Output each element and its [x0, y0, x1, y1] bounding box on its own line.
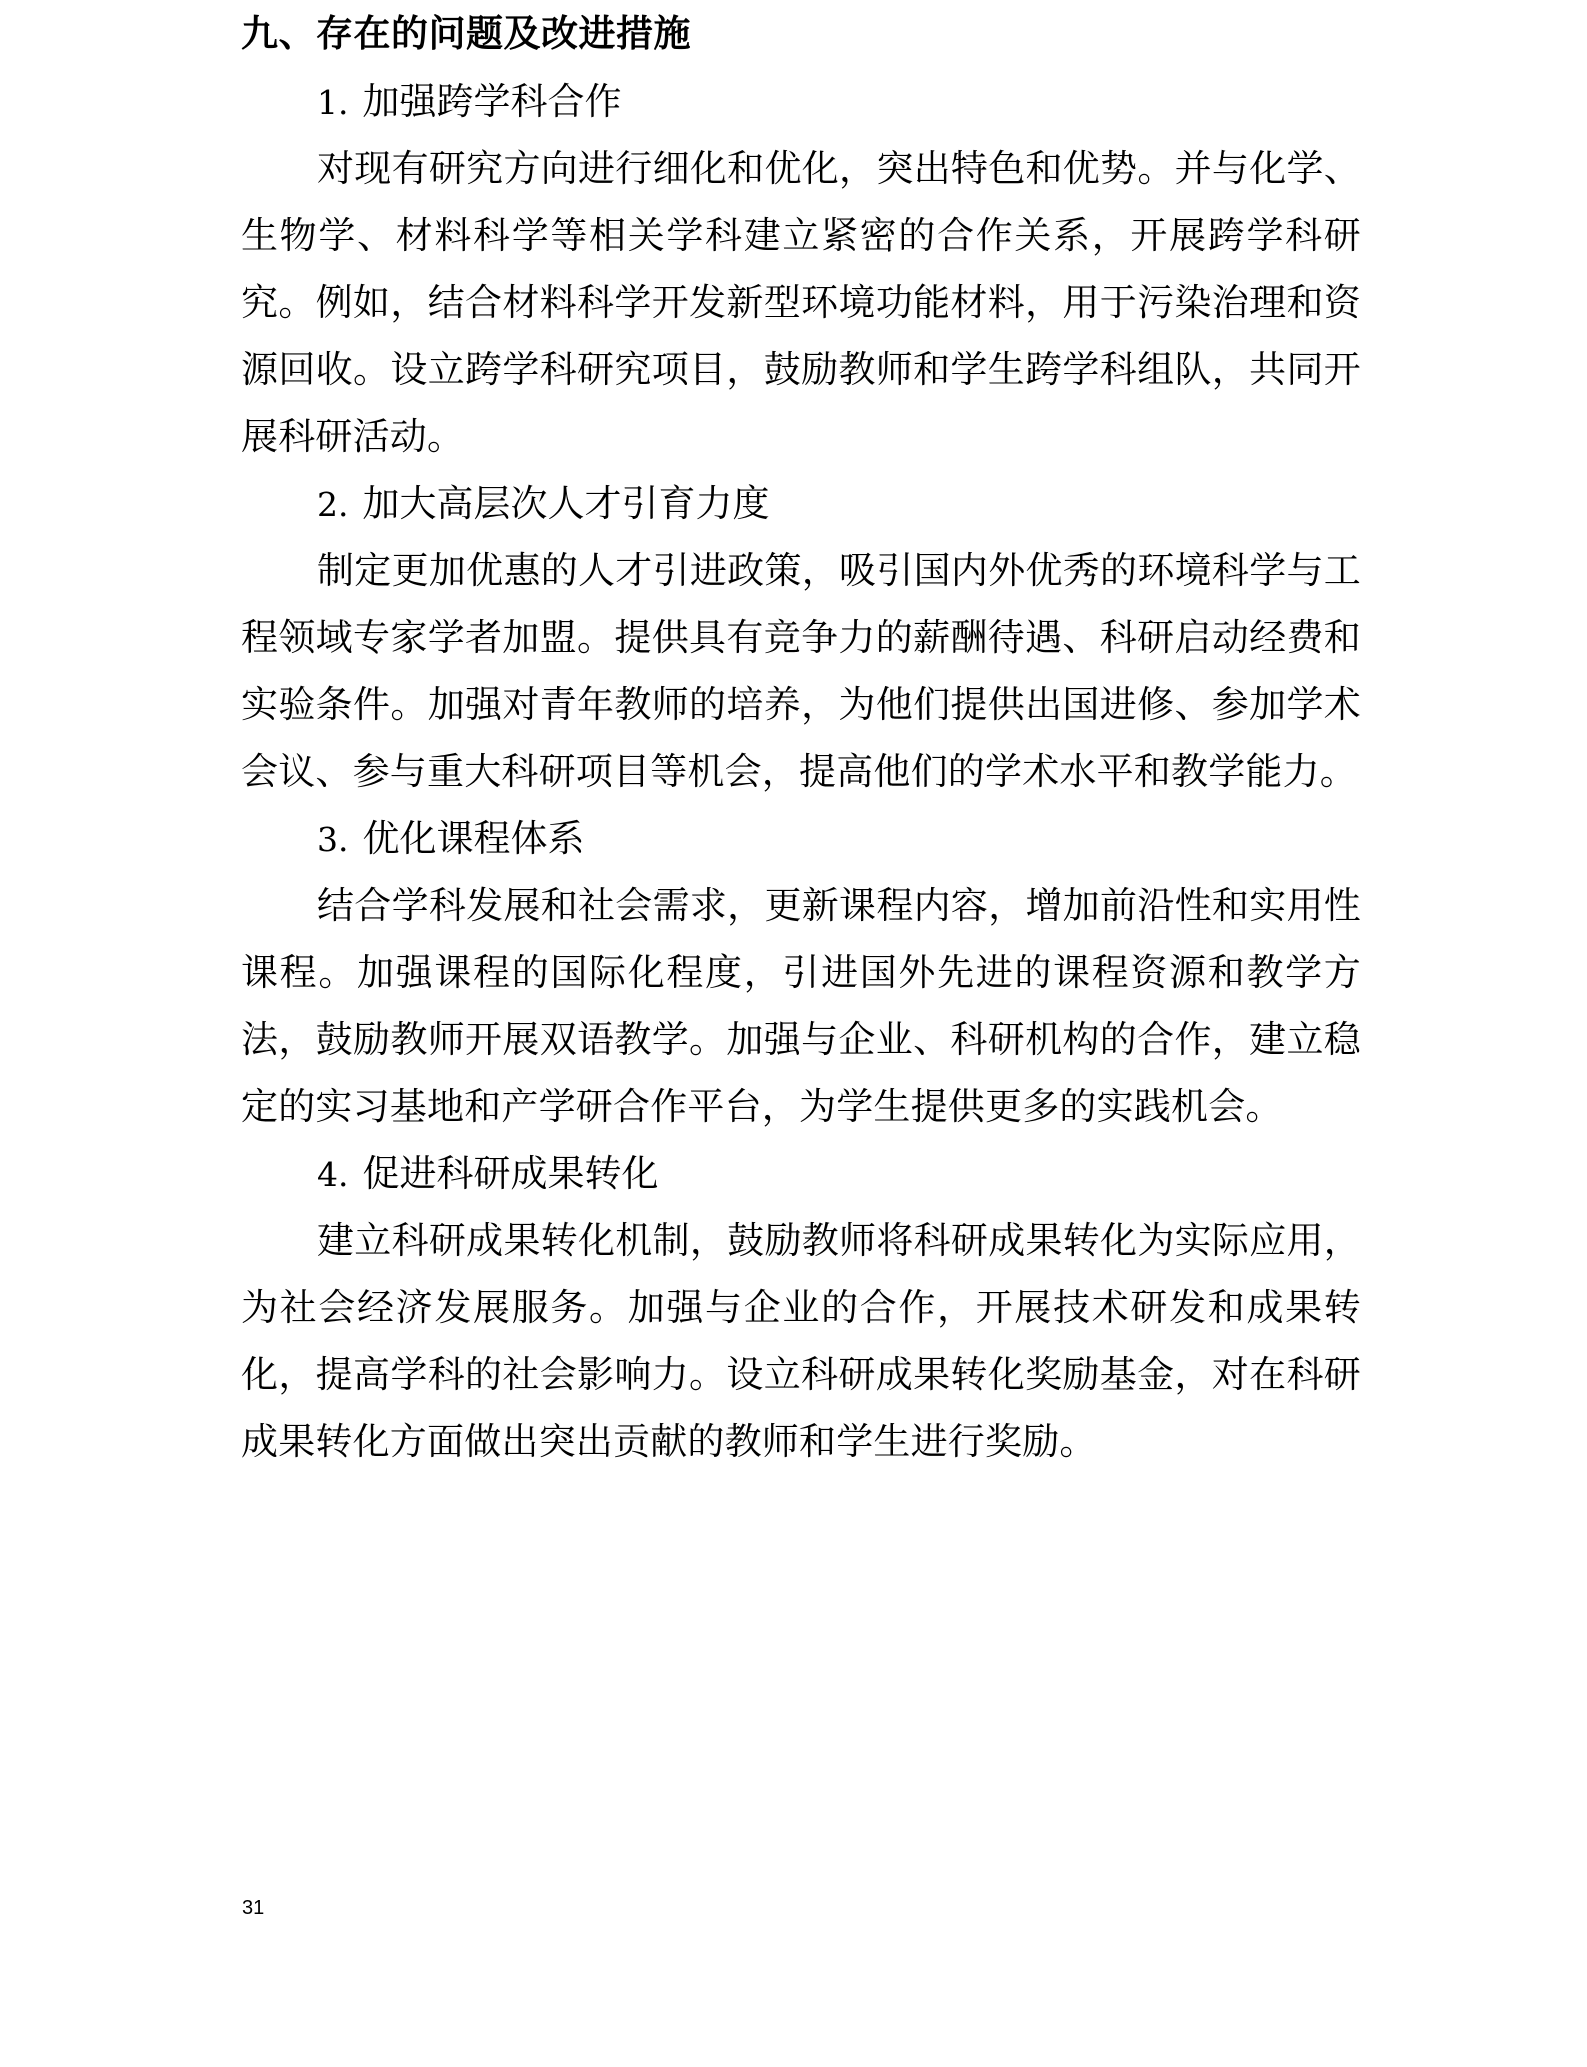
paragraph-2: 制定更加优惠的人才引进政策，吸引国内外优秀的环境科学与工程领域专家学者加盟。提供具有竞争力的薪酬待遇、科研启动经费和实验条件。加强对青年教师的培养，为他们提供出国进修、参加学术会议、参与重大科研项目等机会，提高他们的学术水平和教学能力。 [241, 549, 1361, 793]
subheading-1 [241, 68, 1361, 135]
paragraph-1: 对现有研究方向进行细化和优化，突出特色和优势。并与化学、生物学、材料科学等相关学科建立紧密的合作关系，开展跨学科研究。例如，结合材料科学开发新型环境功能材料，用于污染治理和资源回收。设立跨学科研究项目，鼓励教师和学生跨学科组队，共同开展科研活动。 [241, 147, 1361, 458]
subheading-4-text: 促进科研成果转化 [362, 1152, 659, 1195]
page-content [241, 0, 1361, 1475]
subheading-1-number: 1. [317, 83, 349, 122]
subheading-3-text: 优化课程体系 [362, 817, 585, 860]
subheading-4 [241, 1140, 1361, 1207]
subheading-2-text: 加大高层次人才引育力度 [362, 482, 770, 525]
subheading-3-number: 3. [317, 820, 349, 859]
subheading-3 [241, 805, 1361, 872]
section-title: 九、存在的问题及改进措施 [241, 12, 691, 55]
subheading-4-number: 4. [317, 1155, 349, 1194]
paragraph-4: 建立科研成果转化机制，鼓励教师将科研成果转化为实际应用，为社会经济发展服务。加强与企业的合作，开展技术研发和成果转化，提高学科的社会影响力。设立科研成果转化奖励基金，对在科研成果转化方面做出突出贡献的教师和学生进行奖励。 [241, 1219, 1361, 1463]
paragraph-3: 结合学科发展和社会需求，更新课程内容，增加前沿性和实用性课程。加强课程的国际化程度，引进国外先进的课程资源和教学方法，鼓励教师开展双语教学。加强与企业、科研机构的合作，建立稳定的实习基地和产学研合作平台，为学生提供更多的实践机会。 [241, 884, 1361, 1128]
subheading-1-text: 加强跨学科合作 [362, 80, 622, 123]
subheading-2-number: 2. [317, 485, 349, 524]
page-number: 31 [242, 1897, 265, 1919]
subheading-2 [241, 470, 1361, 537]
